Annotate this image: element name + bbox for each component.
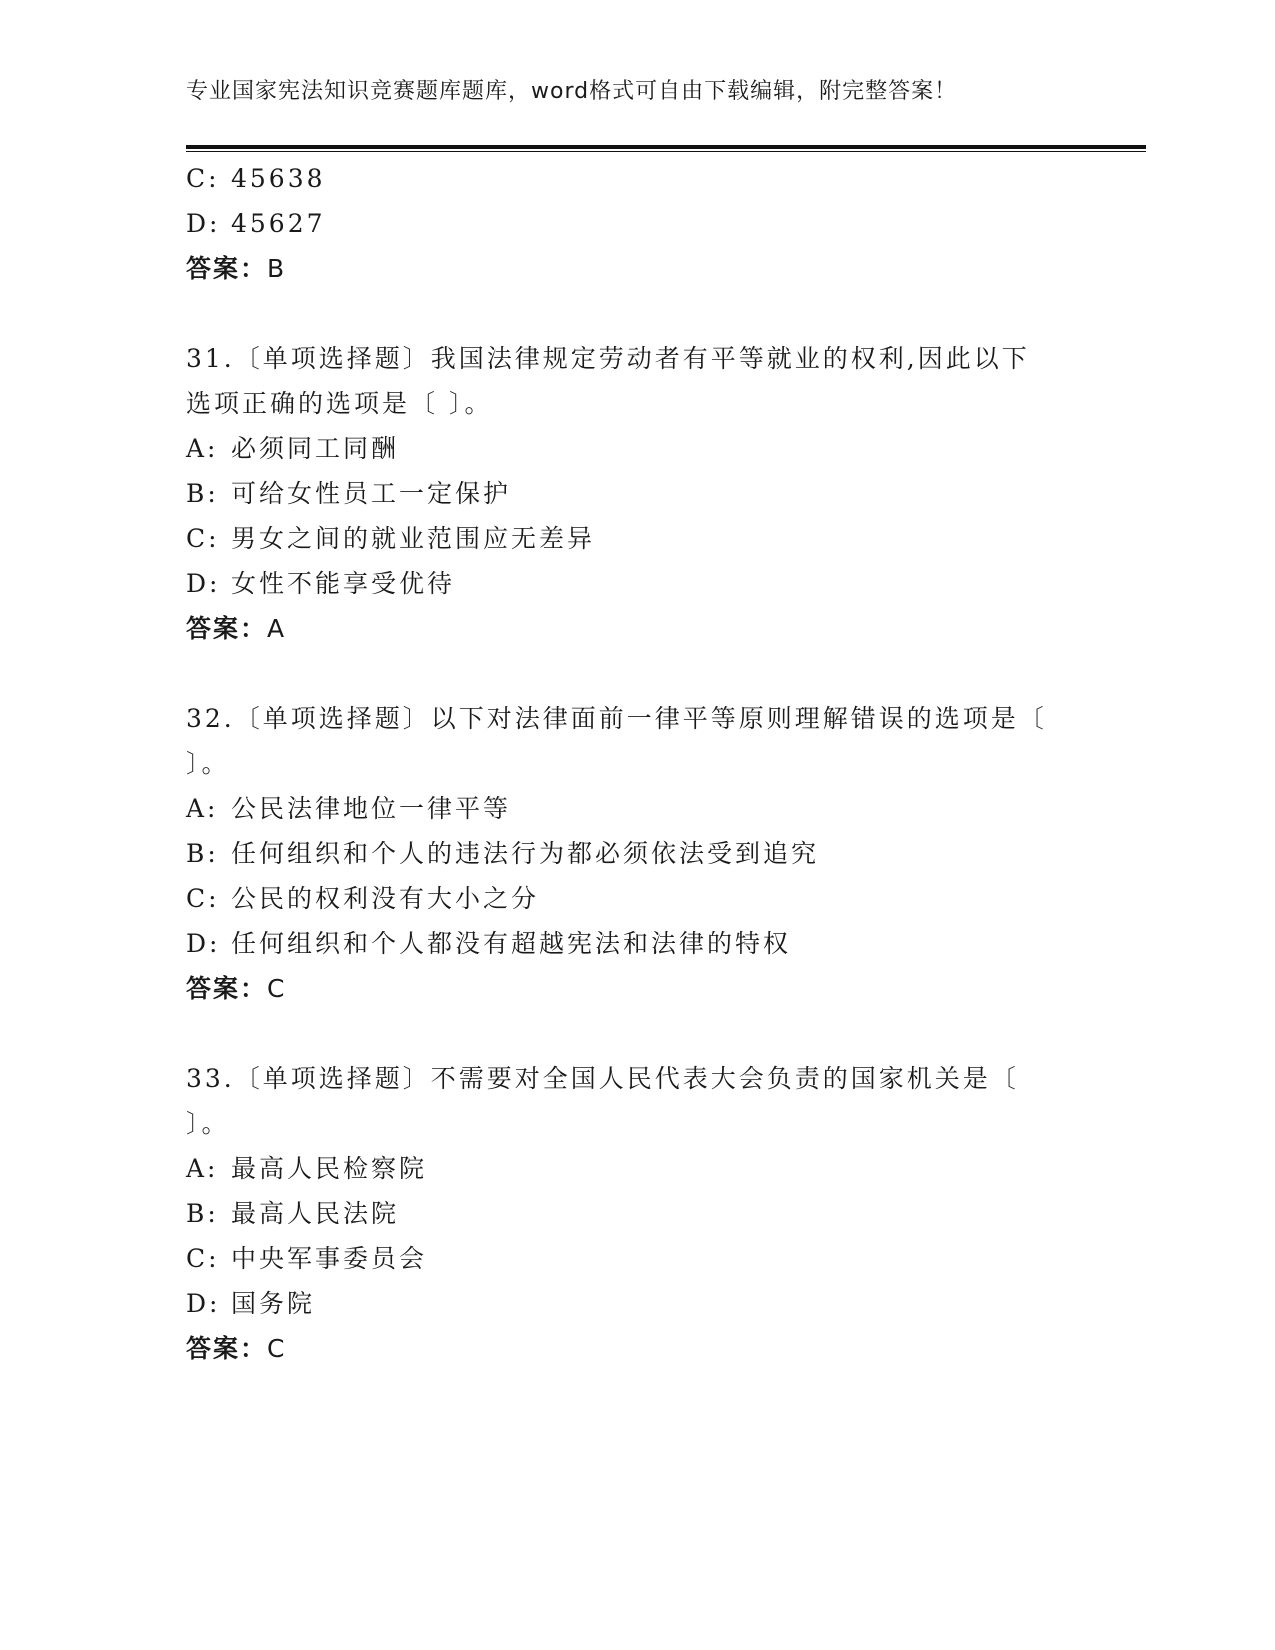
option-key: D: — [186, 209, 221, 238]
question-stem-line: 选项正确的选项是〔 〕。 — [186, 389, 493, 418]
option-text: 任何组织和个人都没有超越宪法和法律的特权 — [231, 929, 792, 958]
answer-value: A — [267, 614, 287, 643]
option-key: D: — [186, 1289, 221, 1318]
option-text: 公民的权利没有大小之分 — [231, 884, 540, 913]
option-line — [186, 921, 1086, 966]
option-line — [186, 1191, 1086, 1236]
option-text: 45638 — [231, 164, 326, 193]
answer-line — [186, 1326, 1086, 1371]
answer-line — [186, 606, 1086, 651]
answer-value: C — [267, 1334, 287, 1363]
option-line — [186, 876, 1086, 921]
option-key: B: — [186, 1199, 219, 1228]
option-key: B: — [186, 479, 219, 508]
spacer — [186, 1011, 1086, 1056]
option-key: C: — [186, 164, 220, 193]
option-text: 任何组织和个人的违法行为都必须依法受到追究 — [231, 839, 820, 868]
answer-label: 答案： — [186, 254, 268, 283]
question-block-32 — [186, 696, 1086, 1011]
option-key: B: — [186, 839, 219, 868]
question-stem-line: 31.〔单项选择题〕我国法律规定劳动者有平等就业的权利,因此以下 — [186, 344, 1030, 373]
option-line — [186, 201, 1086, 246]
answer-value: C — [267, 974, 287, 1003]
option-key: C: — [186, 1244, 220, 1273]
option-line — [186, 156, 1086, 201]
option-line — [186, 426, 1086, 471]
option-key: A: — [186, 434, 219, 463]
option-text: 最高人民法院 — [231, 1199, 400, 1228]
question-block-31 — [186, 336, 1086, 651]
question-block-33 — [186, 1056, 1086, 1371]
option-key: D: — [186, 929, 221, 958]
answer-line — [186, 246, 1086, 291]
question-stem-line: 〕。 — [186, 1109, 230, 1138]
option-line — [186, 1236, 1086, 1281]
header-divider-thick — [186, 145, 1146, 149]
document-body — [186, 156, 1086, 1371]
question-stem-line: 33.〔单项选择题〕不需要对全国人民代表大会负责的国家机关是〔 — [186, 1064, 1019, 1093]
option-key: C: — [186, 524, 220, 553]
option-line — [186, 831, 1086, 876]
option-key: A: — [186, 1154, 219, 1183]
page-header: 专业国家宪法知识竞赛题库题库，word格式可自由下载编辑，附完整答案！ — [186, 79, 958, 104]
spacer — [186, 651, 1086, 696]
answer-label: 答案： — [186, 614, 268, 643]
answer-line — [186, 966, 1086, 1011]
option-text: 女性不能享受优待 — [231, 569, 456, 598]
header-divider-thin — [186, 151, 1146, 152]
option-line — [186, 516, 1086, 561]
answer-value: B — [267, 254, 287, 283]
answer-label: 答案： — [186, 1334, 268, 1363]
answer-label: 答案： — [186, 974, 268, 1003]
option-key: D: — [186, 569, 221, 598]
option-text: 必须同工同酬 — [231, 434, 400, 463]
option-line — [186, 471, 1086, 516]
option-text: 男女之间的就业范围应无差异 — [231, 524, 596, 553]
option-line — [186, 1281, 1086, 1326]
question-stem-line: 32.〔单项选择题〕以下对法律面前一律平等原则理解错误的选项是〔 — [186, 704, 1047, 733]
option-text: 中央军事委员会 — [231, 1244, 428, 1273]
option-key: A: — [186, 794, 219, 823]
option-text: 公民法律地位一律平等 — [231, 794, 512, 823]
option-text: 国务院 — [231, 1289, 316, 1318]
option-key: C: — [186, 884, 220, 913]
option-text: 最高人民检察院 — [231, 1154, 428, 1183]
spacer — [186, 291, 1086, 336]
option-text: 可给女性员工一定保护 — [231, 479, 512, 508]
option-line — [186, 786, 1086, 831]
option-line — [186, 561, 1086, 606]
question-stem-line: 〕。 — [186, 749, 230, 778]
prev-question-block — [186, 156, 1086, 291]
option-line — [186, 1146, 1086, 1191]
option-text: 45627 — [231, 209, 326, 238]
